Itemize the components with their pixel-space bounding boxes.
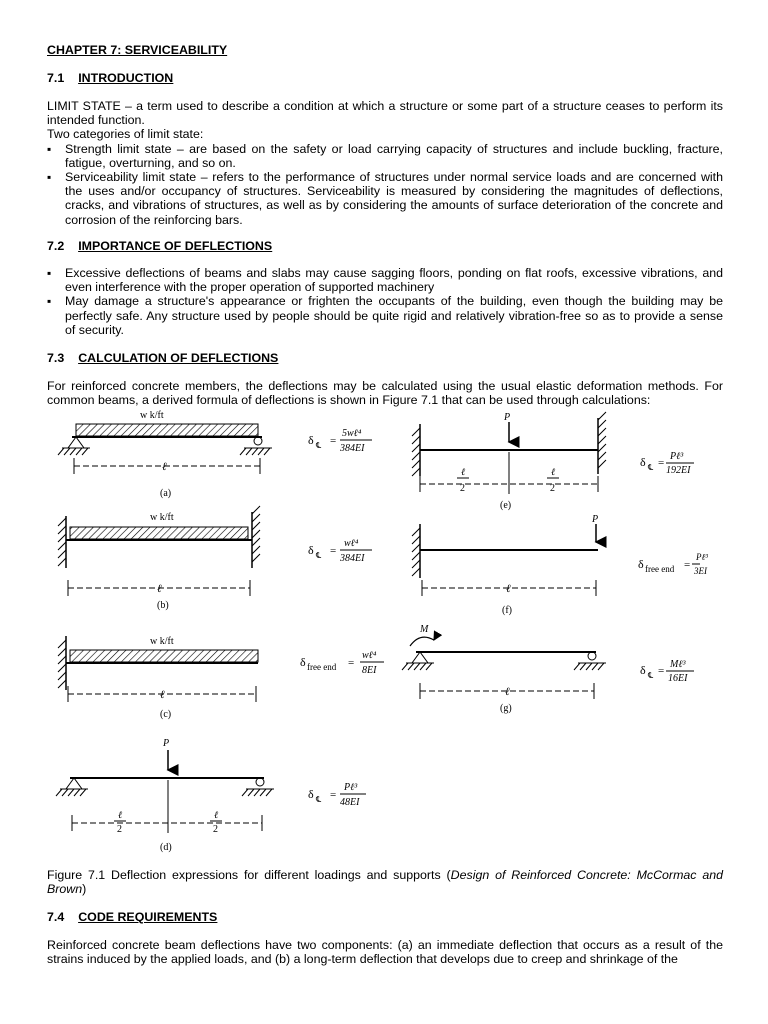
- section-7-3: [47, 351, 723, 365]
- svg-text:384EI: 384EI: [340, 443, 365, 454]
- section-heading-7-2: [47, 239, 723, 253]
- svg-text:ℓ: ℓ: [118, 810, 123, 821]
- svg-text:ℓ: ℓ: [157, 583, 162, 595]
- panel-g: [402, 624, 694, 714]
- section-title: CODE REQUIREMENTS: [78, 910, 218, 924]
- svg-text:Pℓ³: Pℓ³: [696, 552, 708, 562]
- section-number: 7.1: [47, 71, 65, 85]
- svg-text:384EI: 384EI: [340, 553, 365, 564]
- svg-text:(d): (d): [160, 842, 172, 853]
- section-heading-7-1: [47, 71, 723, 85]
- pin-support-icon: [68, 437, 84, 448]
- formula-b: [308, 538, 372, 564]
- svg-text:δ: δ: [638, 557, 644, 571]
- pin-support-icon: [412, 652, 428, 663]
- limit-state-list: [47, 142, 723, 227]
- svg-text:16EI: 16EI: [668, 673, 688, 684]
- svg-text:2: 2: [117, 824, 122, 835]
- svg-text:192EI: 192EI: [666, 465, 691, 476]
- panel-label: (a): [160, 488, 172, 499]
- svg-text:wℓ⁴: wℓ⁴: [344, 538, 359, 549]
- span-label: ℓ: [162, 461, 167, 473]
- two-categories-text: Two categories of limit state:: [47, 127, 204, 142]
- svg-text:℄: ℄: [648, 463, 654, 472]
- panel-c: [58, 636, 384, 720]
- section-7-1: [47, 71, 723, 85]
- svg-text:2: 2: [550, 483, 555, 494]
- svg-text:(g): (g): [500, 703, 512, 714]
- section-number: 7.2: [47, 239, 65, 253]
- svg-text:P: P: [592, 514, 599, 525]
- formula-a: [308, 428, 372, 454]
- svg-text:w k/ft: w k/ft: [150, 636, 174, 647]
- svg-text:ℓ: ℓ: [551, 467, 556, 478]
- panel-a: [58, 410, 372, 499]
- caption-source: Design of Reinforced Concrete: McCormac and Brown: [47, 868, 723, 897]
- section-number: 7.3: [47, 351, 65, 365]
- svg-text:ℓ: ℓ: [505, 686, 510, 698]
- pin-support-icon: [66, 778, 82, 789]
- roller-support-icon: [254, 437, 262, 445]
- section-7-1-body: [47, 99, 723, 227]
- code-requirements-paragraph: Reinforced concrete beam deflections have two components: (a) an immediate deflection that occurs as a result of the strains induced by the applied loads, and (b) a long-term deflection that develops due to creep and shrinkage of the: [47, 938, 723, 967]
- section-heading-7-3: [47, 351, 723, 365]
- roller-support-icon: [588, 652, 596, 660]
- panel-d: [56, 738, 366, 853]
- section-7-4-body: [47, 938, 723, 966]
- svg-text:free end: free end: [645, 564, 675, 574]
- svg-text:ℓ: ℓ: [461, 467, 466, 478]
- svg-text:48EI: 48EI: [340, 797, 360, 808]
- deflection-figure: [0, 408, 708, 863]
- list-item: ▪ Strength limit state – are based on the safety or load carrying capacity of structures and include buckling, fracture, fatigue, overturning, and so on.: [47, 142, 723, 170]
- section-title: IMPORTANCE OF DEFLECTIONS: [78, 239, 273, 253]
- section-7-4: [47, 910, 723, 924]
- formula-g: [640, 659, 694, 684]
- svg-text:δ: δ: [640, 455, 646, 469]
- limit-state-definition: LIMIT STATE – a term used to describe a condition at which a structure or some part of a structure ceases to perform its intended function.: [47, 99, 723, 128]
- section-7-2-body: [47, 266, 723, 337]
- caption-text: Figure 7.1 Deflection expressions for different loadings and supports (: [47, 868, 451, 882]
- deflection-importance-list: [47, 266, 723, 337]
- svg-text:=: =: [348, 657, 355, 669]
- svg-text:3EI: 3EI: [694, 566, 707, 576]
- svg-text:Pℓ³: Pℓ³: [670, 451, 684, 462]
- svg-text:(e): (e): [500, 500, 512, 511]
- section-title: INTRODUCTION: [78, 71, 174, 85]
- svg-text:(b): (b): [157, 600, 169, 611]
- svg-text:=: =: [658, 665, 665, 677]
- svg-text:2: 2: [460, 483, 465, 494]
- svg-text:=: =: [658, 457, 665, 469]
- svg-text:wℓ⁴: wℓ⁴: [362, 650, 377, 661]
- svg-text:δ: δ: [640, 663, 646, 677]
- formula-e: [640, 451, 694, 476]
- svg-text:℄: ℄: [648, 671, 654, 680]
- svg-text:=: =: [330, 789, 337, 801]
- panel-f: [412, 514, 708, 616]
- svg-text:w k/ft: w k/ft: [150, 512, 174, 523]
- svg-text:free end: free end: [307, 662, 337, 672]
- distributed-load: [70, 650, 258, 662]
- formula-c: [300, 650, 384, 676]
- section-title: CALCULATION OF DEFLECTIONS: [78, 351, 279, 365]
- svg-text:δ: δ: [308, 787, 314, 801]
- svg-text:=: =: [684, 559, 691, 571]
- caption-close: ): [82, 882, 87, 897]
- svg-text:5wℓ⁴: 5wℓ⁴: [342, 428, 362, 439]
- svg-text:δ: δ: [308, 433, 314, 447]
- panel-e: [412, 412, 694, 511]
- section-number: 7.4: [47, 910, 65, 924]
- moment-arrow-icon: [410, 637, 434, 646]
- svg-text:(c): (c): [160, 709, 172, 720]
- svg-text:ℓ: ℓ: [160, 689, 165, 701]
- svg-text:δ: δ: [308, 543, 314, 557]
- list-item: ▪ Serviceability limit state – refers to the performance of structures under normal service loads and are concerned with the uses and/or occupancy of structures. Serviceability is measured by considering the magnitudes of deflections, cracks, and vibrations of structures, as well as by considering the amounts of surface deterioration of the concrete and corrosion of the reinforcing bars.: [47, 170, 723, 227]
- svg-text:(f): (f): [502, 605, 512, 616]
- svg-text:Mℓ³: Mℓ³: [670, 659, 686, 670]
- section-7-3-body: [47, 379, 723, 407]
- chapter-title: CHAPTER 7: SERVICEABILITY: [47, 43, 228, 57]
- section-7-2: [47, 239, 723, 253]
- svg-text:M: M: [420, 624, 429, 635]
- svg-text:8EI: 8EI: [362, 665, 377, 676]
- list-item: ▪ May damage a structure's appearance or frighten the occupants of the building, even though the building may be perfectly safe. Any structure used by people should be quite rigid and relatively vibration-free so as to provide a sense of security.: [47, 294, 723, 337]
- section-heading-7-4: [47, 910, 723, 924]
- svg-text:P: P: [504, 412, 511, 423]
- load-label: w k/ft: [140, 410, 164, 421]
- svg-text:Pℓ³: Pℓ³: [344, 782, 358, 793]
- svg-text:℄: ℄: [316, 551, 322, 560]
- svg-text:=: =: [330, 435, 337, 447]
- roller-support-icon: [256, 778, 264, 786]
- svg-text:=: =: [330, 545, 337, 557]
- svg-text:ℓ: ℓ: [506, 583, 511, 595]
- distributed-load: [76, 424, 258, 436]
- distributed-load: [70, 527, 248, 539]
- svg-text:ℓ: ℓ: [214, 810, 219, 821]
- figure-caption: [47, 868, 723, 896]
- list-item: ▪ Excessive deflections of beams and slabs may cause sagging floors, ponding on flat roofs, excessive vibrations, and even interference with the proper operation of supported machinery: [47, 266, 723, 294]
- svg-text:℄: ℄: [316, 795, 322, 804]
- svg-text:2: 2: [213, 824, 218, 835]
- formula-d: [308, 782, 366, 808]
- calculation-paragraph: For reinforced concrete members, the deflections may be calculated using the usual elastic deformation methods. For common beams, a derived formula of deflections is shown in Figure 7.1 that can be used through calculations:: [47, 379, 723, 408]
- svg-text:℄: ℄: [316, 441, 322, 450]
- svg-text:P: P: [163, 738, 170, 749]
- panel-b: [58, 506, 372, 611]
- formula-f: [638, 552, 708, 576]
- svg-text:δ: δ: [300, 655, 306, 669]
